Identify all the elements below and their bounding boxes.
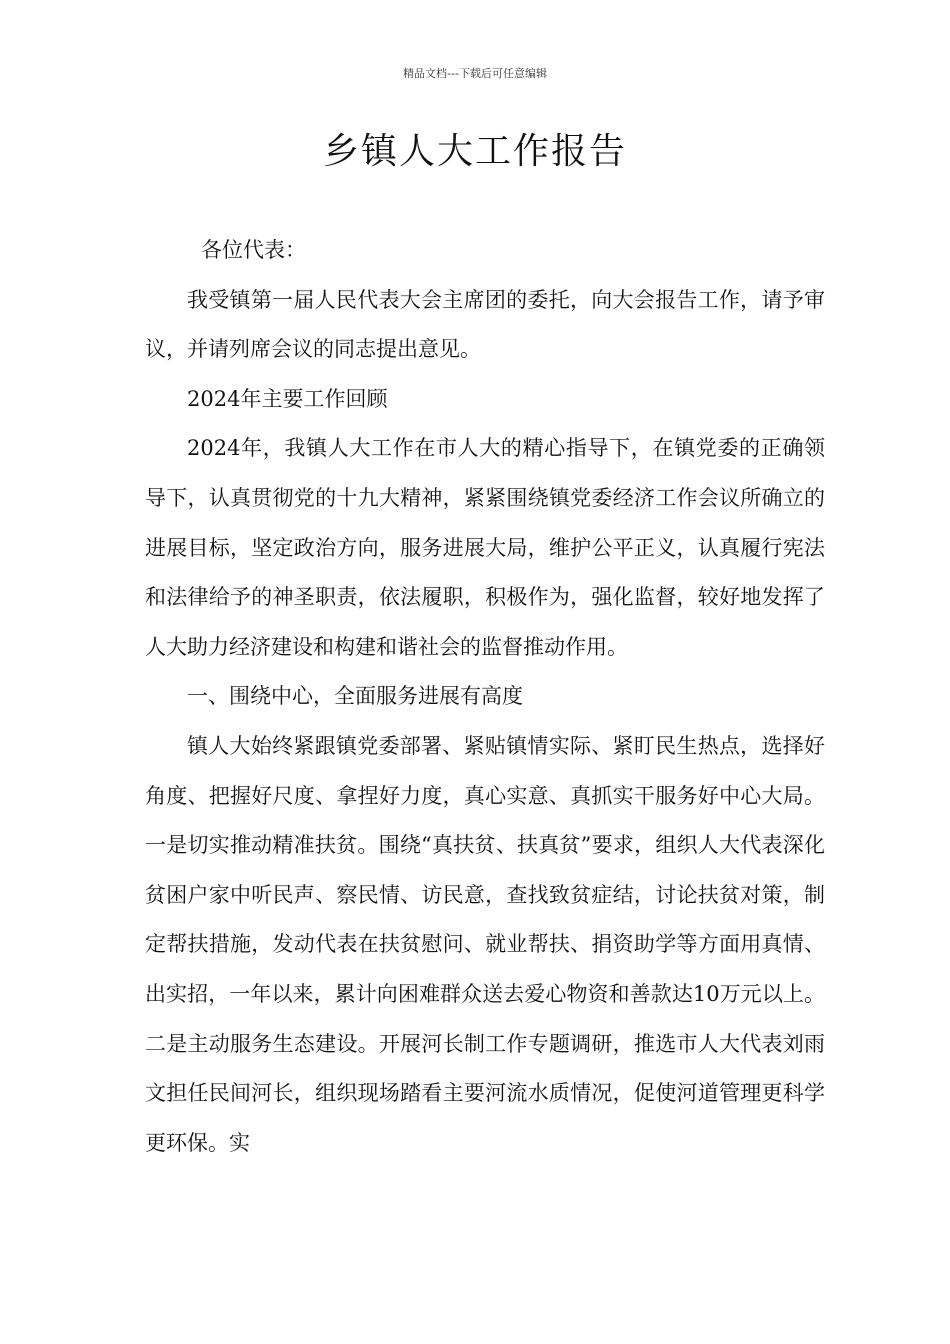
salutation: 各位代表：	[201, 238, 306, 262]
paragraph-intro: 我受镇第一届人民代表大会主席团的委托，向大会报告工作，请予审议，并请列席会议的同志提出意见。	[145, 287, 825, 362]
document-title: 乡镇人大工作报告	[322, 131, 627, 172]
header-watermark: 精品文档---下载后可任意编辑	[403, 67, 547, 80]
section-heading-one: 一、围绕中心，全面服务进展有高度	[187, 684, 523, 709]
document-body	[145, 226, 825, 1168]
paragraph-section-one: 镇人大始终紧跟镇党委部署、紧贴镇情实际、紧盯民生热点，选择好角度、把握好尺度、拿捏好力度，真心实意、真抓实干服务好中心大局。一是切实推动精准扶贫。围绕“真扶贫、扶真贫”要求，组织人大代表深化贫困户家中听民声、察民情、访民意，查找致贫症结，讨论扶贫对策，制定帮扶措施，发动代表在扶贫慰问、就业帮扶、捐资助学等方面用真情、出实招，一年以来，累计向困难群众送去爱心物资和善款达10万元以上。二是主动服务生态建设。开展河长制工作专题调研，推选市人大代表刘雨文担任民间河长，组织现场踏看主要河流水质情况，促使河道管理更科学更环保。实	[145, 733, 825, 1155]
section-heading-review: 2024年主要工作回顾	[187, 386, 388, 411]
paragraph-overview: 2024年，我镇人大工作在市人大的精心指导下，在镇党委的正确领导下，认真贯彻党的十九大精神，紧紧围绕镇党委经济工作会议所确立的进展目标，坚定政治方向，服务进展大局，维护公平正义，认真履行宪法和法律给予的神圣职责，依法履职，积极作为，强化监督，较好地发挥了人大助力经济建设和构建和谐社会的监督推动作用。	[145, 436, 825, 659]
